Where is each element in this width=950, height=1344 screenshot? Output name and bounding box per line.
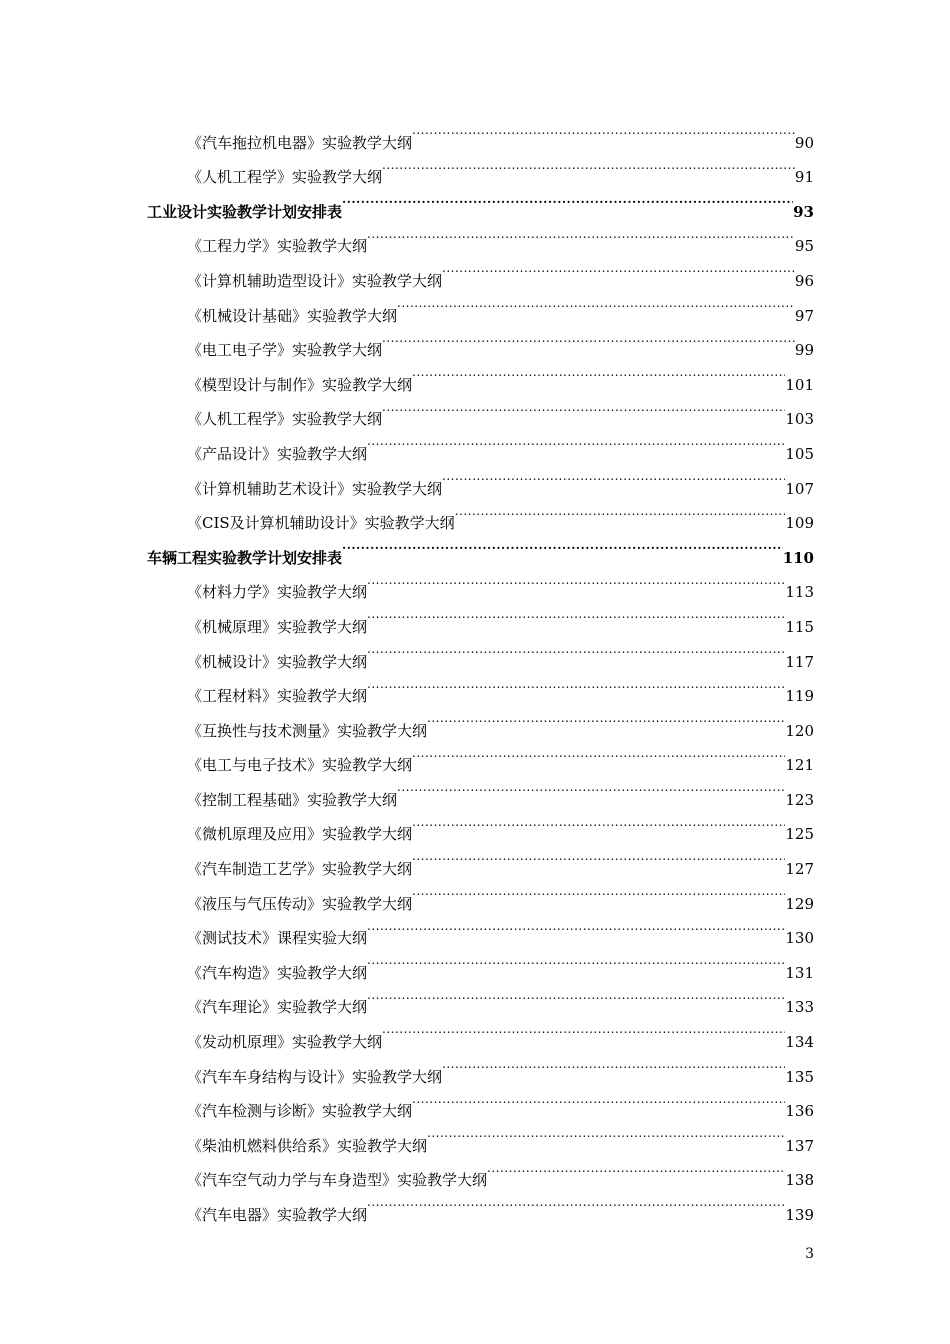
dot-leader	[367, 978, 785, 1013]
toc-entry-page: 117	[785, 652, 814, 671]
toc-entry-page: 115	[785, 617, 814, 636]
toc-entry-title: 《机械设计基础》实验教学大纲	[187, 306, 398, 325]
dot-leader	[397, 286, 795, 321]
toc-entry-title: 《汽车构造》实验教学大纲	[187, 963, 368, 982]
dot-leader	[382, 148, 795, 183]
toc-entry-title: 《汽车检测与诊断》实验教学大纲	[187, 1102, 413, 1121]
dot-leader	[367, 1185, 785, 1220]
toc-entry-title: 《测试技术》课程实验大纲	[187, 929, 368, 948]
toc-entry-title: 《人机工程学》实验教学大纲	[187, 168, 383, 187]
toc-entry-page: 139	[785, 1206, 814, 1224]
toc-entry-title: 《电工电子学》实验教学大纲	[187, 341, 383, 360]
toc-entry-title: 《发动机原理》实验教学大纲	[187, 1033, 383, 1052]
toc-entry-page: 138	[785, 1171, 814, 1190]
toc-entry-title: 《CIS及计算机辅助设计》实验教学大纲	[187, 514, 455, 533]
dot-leader	[427, 1116, 785, 1151]
toc-entry-page: 90	[794, 133, 814, 152]
toc-entry-page: 129	[785, 894, 814, 913]
table-of-contents	[0, 113, 950, 1224]
toc-entry-title: 《汽车空气动力学与车身造型》实验教学大纲	[187, 1171, 488, 1190]
dot-leader	[342, 182, 793, 217]
toc-entry-title: 《汽车制造工艺学》实验教学大纲	[187, 860, 413, 879]
toc-entry-title: 《工程力学》实验教学大纲	[187, 237, 368, 256]
toc-entry-title: 车辆工程实验教学计划安排表	[147, 548, 343, 567]
dot-leader	[442, 459, 785, 494]
dot-leader	[382, 321, 795, 356]
dot-leader	[412, 874, 785, 909]
dot-leader	[397, 770, 785, 805]
toc-entry-page: 105	[785, 444, 814, 463]
toc-entry-title: 《控制工程基础》实验教学大纲	[187, 790, 398, 809]
toc-entry-title: 《汽车电器》实验教学大纲	[187, 1206, 368, 1224]
dot-leader	[382, 1012, 785, 1047]
toc-entry-title: 《计算机辅助艺术设计》实验教学大纲	[187, 479, 443, 498]
dot-leader	[442, 251, 795, 286]
toc-entry-page: 96	[794, 271, 814, 290]
toc-entry-title: 《计算机辅助造型设计》实验教学大纲	[187, 271, 443, 290]
toc-entry-page: 97	[794, 306, 814, 325]
toc-entry-page: 123	[785, 790, 814, 809]
toc-entry-title: 《人机工程学》实验教学大纲	[187, 410, 383, 429]
dot-leader	[382, 390, 785, 425]
dot-leader	[412, 839, 785, 874]
dot-leader	[487, 1151, 785, 1186]
dot-leader	[342, 528, 783, 563]
toc-entry-title: 《材料力学》实验教学大纲	[187, 583, 368, 602]
toc-entry-title: 《汽车拖拉机电器》实验教学大纲	[187, 133, 413, 152]
toc-entry-title: 《液压与气压传动》实验教学大纲	[187, 894, 413, 913]
toc-entry-title: 《互换性与技术测量》实验教学大纲	[187, 721, 428, 740]
toc-entry-page: 133	[785, 998, 814, 1017]
toc-entry-page: 125	[785, 825, 814, 844]
toc-entry-title: 《机械原理》实验教学大纲	[187, 617, 368, 636]
toc-entry-page: 110	[782, 548, 814, 567]
toc-entry-title: 《产品设计》实验教学大纲	[187, 444, 368, 463]
toc-entry-page: 93	[793, 202, 814, 221]
toc-entry-page: 119	[785, 687, 814, 706]
toc-entry-page: 127	[785, 860, 814, 879]
toc-entry-title: 《汽车车身结构与设计》实验教学大纲	[187, 1067, 443, 1086]
dot-leader	[367, 424, 785, 459]
toc-entry-page: 95	[794, 237, 814, 256]
toc-entry-page: 130	[785, 929, 814, 948]
dot-leader	[412, 355, 785, 390]
dot-leader	[367, 667, 785, 702]
toc-entry-title: 工业设计实验教学计划安排表	[147, 202, 343, 221]
dot-leader	[367, 943, 785, 978]
toc-entry-title: 《电工与电子技术》实验教学大纲	[187, 756, 413, 775]
dot-leader	[427, 701, 785, 736]
dot-leader	[367, 632, 785, 667]
dot-leader	[367, 563, 785, 598]
dot-leader	[442, 1047, 785, 1082]
toc-entry-page: 99	[794, 341, 814, 360]
toc-entry-page: 120	[785, 721, 814, 740]
dot-leader	[412, 805, 785, 840]
toc-entry-page: 131	[785, 963, 814, 982]
toc-entry-page: 137	[785, 1136, 814, 1155]
dot-leader	[412, 113, 795, 148]
toc-entry-page: 135	[785, 1067, 814, 1086]
toc-entry-page: 136	[785, 1102, 814, 1121]
toc-entry-page: 103	[785, 410, 814, 429]
page-number: 3	[805, 1246, 814, 1262]
toc-entry-page: 91	[794, 168, 814, 187]
toc-entry-title: 《汽车理论》实验教学大纲	[187, 998, 368, 1017]
dot-leader	[367, 217, 795, 252]
toc-entry-title: 《微机原理及应用》实验教学大纲	[187, 825, 413, 844]
toc-entry-title: 《柴油机燃料供给系》实验教学大纲	[187, 1136, 428, 1155]
toc-entry-title: 《模型设计与制作》实验教学大纲	[187, 375, 413, 394]
dot-leader	[455, 494, 786, 529]
toc-entry-title: 《机械设计》实验教学大纲	[187, 652, 368, 671]
dot-leader	[367, 909, 785, 944]
dot-leader	[412, 736, 785, 771]
toc-entry-page: 121	[785, 756, 814, 775]
toc-entry-title: 《工程材料》实验教学大纲	[187, 687, 368, 706]
dot-leader	[412, 1082, 785, 1117]
dot-leader	[367, 597, 785, 632]
toc-entry[interactable]	[0, 113, 950, 152]
toc-entry-page: 107	[785, 479, 814, 498]
toc-entry-page: 109	[785, 514, 814, 533]
toc-entry-page: 134	[785, 1033, 814, 1052]
toc-entry-page: 113	[785, 583, 814, 602]
toc-entry-page: 101	[785, 375, 814, 394]
